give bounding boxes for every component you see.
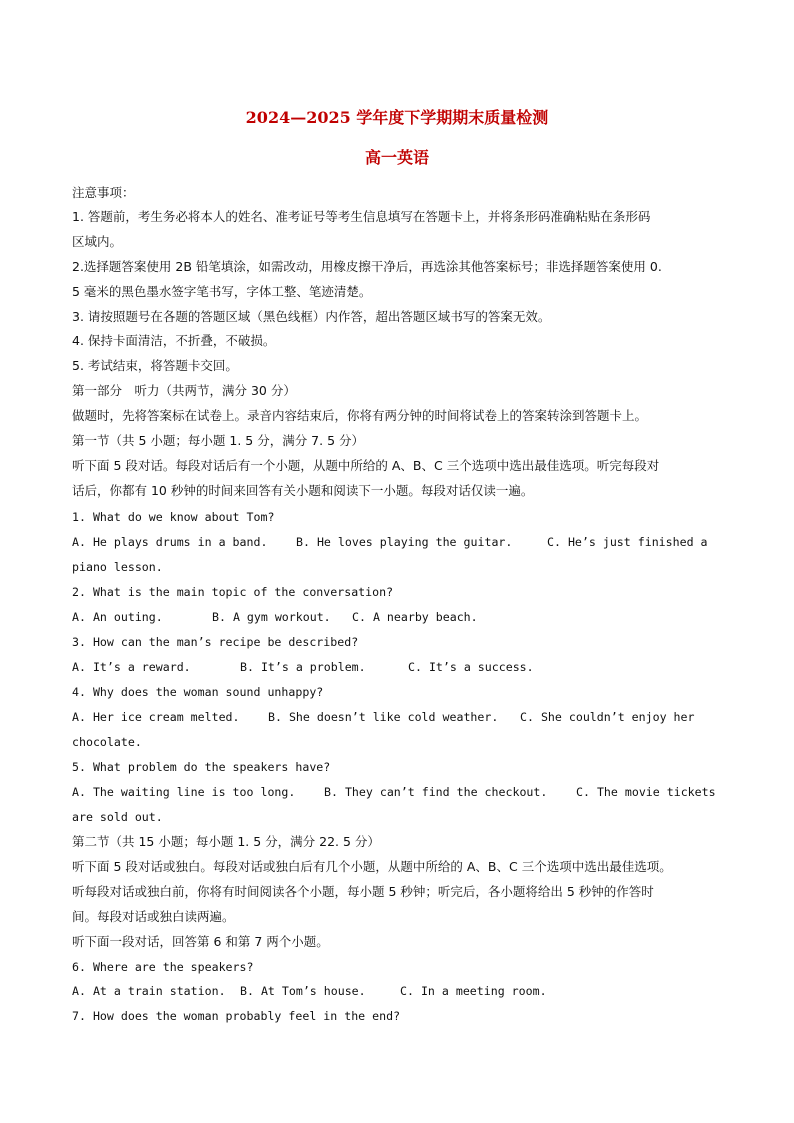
- question-4-option-a: A. Her ice cream melted.: [72, 710, 240, 724]
- question-5-option-c: C. The movie tickets: [576, 785, 716, 799]
- question-3-stem: 3. How can the man’s recipe be described?: [72, 635, 359, 649]
- section-2-heading: 第二节（共 15 小题；每小题 1. 5 分，满分 22. 5 分）: [72, 834, 380, 849]
- question-2-option-c: C. A nearby beach.: [352, 610, 478, 624]
- question-3-option-a: A. It’s a reward.: [72, 660, 191, 674]
- question-1-options: [72, 533, 732, 551]
- question-5-option-c-cont: are sold out.: [72, 810, 163, 824]
- question-2-option-b: B. A gym workout.: [212, 610, 331, 624]
- question-4-option-c-cont: chocolate.: [72, 735, 142, 749]
- part-1-intro: 做题时，先将答案标在试卷上。录音内容结束后，你将有两分钟的时间将试卷上的答案转涂到答题卡上。: [72, 408, 648, 423]
- question-3-options: [72, 658, 732, 676]
- note-1-line-1: 1. 答题前，考生务必将本人的姓名、准考证号等考生信息填写在答题卡上，并将条形码准确粘贴在条形码: [72, 209, 651, 224]
- section-2-intro-line-3: 间。每段对话或独白读两遍。: [72, 909, 235, 924]
- question-1-option-c: C. He’s just finished a: [547, 535, 708, 549]
- note-2-line-2: 5 毫米的黑色墨水签字笔书写，字体工整、笔迹清楚。: [72, 284, 372, 299]
- question-6-stem: 6. Where are the speakers?: [72, 960, 254, 974]
- note-1-line-2: 区域内。: [72, 234, 123, 249]
- question-4-option-b: B. She doesn’t like cold weather.: [268, 710, 499, 724]
- note-4: 4. 保持卡面清洁，不折叠，不破损。: [72, 333, 276, 348]
- question-6-option-a: A. At a train station.: [72, 984, 226, 998]
- question-1-option-a: A. He plays drums in a band.: [72, 535, 268, 549]
- question-1-stem: 1. What do we know about Tom?: [72, 510, 275, 524]
- question-6-options: [72, 982, 732, 1000]
- question-7-stem: 7. How does the woman probably feel in the end?: [72, 1009, 401, 1023]
- question-6-option-b: B. At Tom’s house.: [240, 984, 366, 998]
- note-5: 5. 考试结束，将答题卡交回。: [72, 358, 238, 373]
- question-5-options: [72, 783, 732, 801]
- section-2-intro-line-1: 听下面 5 段对话或独白。每段对话或独白后有几个小题，从题中所给的 A、B、C 三个选项中选出最佳选项。: [72, 859, 672, 874]
- question-2-option-a: A. An outing.: [72, 610, 163, 624]
- question-5-stem: 5. What problem do the speakers have?: [72, 760, 331, 774]
- note-3: 3. 请按照题号在各题的答题区域（黑色线框）内作答，超出答题区域书写的答案无效。: [72, 309, 551, 324]
- question-6-option-c: C. In a meeting room.: [400, 984, 547, 998]
- section-1-heading: 第一节（共 5 小题；每小题 1. 5 分，满分 7. 5 分）: [72, 433, 364, 448]
- section-1-intro-line-1: 听下面 5 段对话。每段对话后有一个小题，从题中所给的 A、B、C 三个选项中选出最佳选项。听完每段对: [72, 458, 660, 473]
- notes-heading: 注意事项：: [72, 185, 135, 200]
- question-2-options: [72, 608, 732, 626]
- question-3-option-c: C. It’s a success.: [408, 660, 534, 674]
- note-2-line-1: 2.选择题答案使用 2B 铅笔填涂，如需改动，用橡皮擦干净后，再选涂其他答案标号；非选择题答案使用 0.: [72, 259, 662, 274]
- question-4-option-c: C. She couldn’t enjoy her: [520, 710, 695, 724]
- part-1-heading: 第一部分 听力（共两节，满分 30 分）: [72, 383, 296, 398]
- question-1-option-b: B. He loves playing the guitar.: [296, 535, 513, 549]
- question-4-options: [72, 708, 732, 726]
- exam-subject: 高一英语: [364, 148, 429, 167]
- question-4-stem: 4. Why does the woman sound unhappy?: [72, 685, 324, 699]
- exam-title: 2024—2025 学年度下学期期末质量检测: [245, 108, 549, 127]
- question-5-option-b: B. They can’t find the checkout.: [324, 785, 548, 799]
- question-5-option-a: A. The waiting line is too long.: [72, 785, 296, 799]
- question-2-stem: 2. What is the main topic of the conversation?: [72, 585, 394, 599]
- question-3-option-b: B. It’s a problem.: [240, 660, 366, 674]
- question-1-option-c-cont: piano lesson.: [72, 560, 163, 574]
- dialog-6-7-intro: 听下面一段对话，回答第 6 和第 7 两个小题。: [72, 934, 329, 949]
- section-2-intro-line-2: 听每段对话或独白前，你将有时间阅读各个小题，每小题 5 秒钟；听完后，各小题将给出 5 秒钟的作答时: [72, 884, 654, 899]
- section-1-intro-line-2: 话后，你都有 10 秒钟的时间来回答有关小题和阅读下一小题。每段对话仅读一遍。: [72, 483, 534, 498]
